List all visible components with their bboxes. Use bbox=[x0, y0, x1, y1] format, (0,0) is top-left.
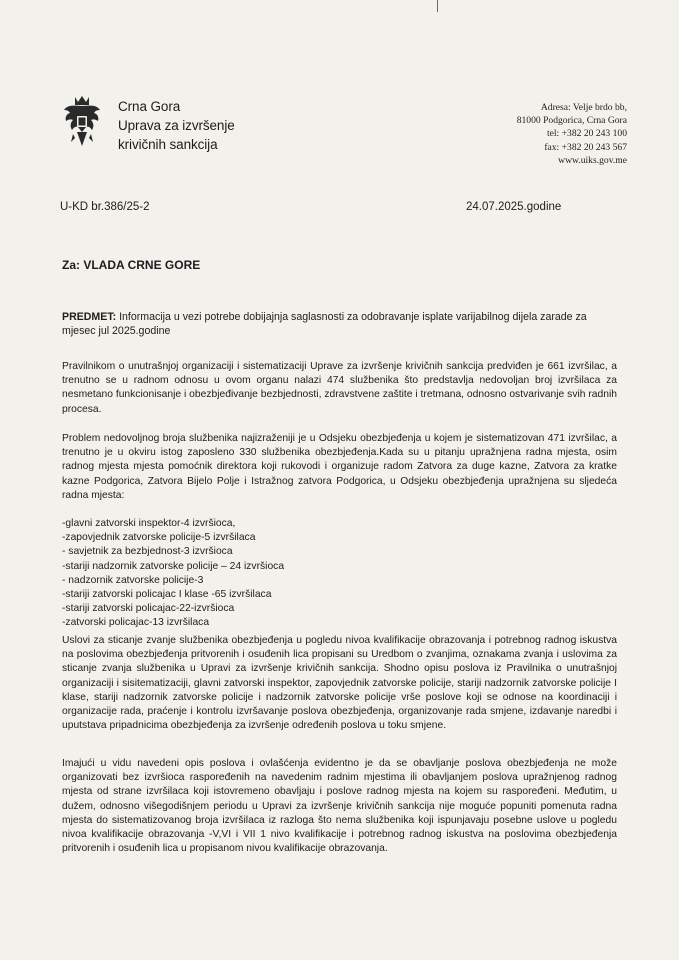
org-line: Crna Gora bbox=[118, 99, 181, 114]
list-item: - nadzornik zatvorske policije-3 bbox=[62, 574, 204, 586]
vacancy-list bbox=[62, 517, 284, 631]
subject bbox=[62, 310, 615, 338]
list-item: - savjetnik za bezbjednost-3 izvršioca bbox=[62, 546, 233, 558]
coat-of-arms-icon bbox=[62, 94, 102, 152]
paragraph-conditions: Uslovi za sticanje zvanje službenika obezbjeđenja u pogledu nivoa kvalifikacije obrazovanja i potrebnog radnog iskustva na poslovima obezbjeđenja pritvorenih i osuđenih lica propisani su Uredbom o zvanjima, oznakama zvanja i uslovima za sticanje zvanja službenika u Upravi za izvršenje krivičnih sankcija. Shodno opisu poslova iz Pravilnika o unutrašnjoj organizaciji i sisitematizaciji, glavni zatvorski inspektor, zapovjednik zatvorske policije, stariji nadzornik zatvorske policije I klase, stariji nadzornik zatvorske policije i nadzornik zatvorske policije vrše poslove koji se odnose na koordinaciji i organizacije rada, praćenje i kontrolu izvršavanje poslova obezbjeđenja, organizovanje rada smjene, izdavanje naredbi i uputstava pripadnicima obezbjeđenja za izvršenje određenih poslova u toku smjene. bbox=[62, 635, 617, 732]
list-item: -glavni zatvorski inspektor-4 izvršioca, bbox=[62, 518, 236, 529]
reference-number: U-KD br.386/25-2 bbox=[60, 201, 150, 213]
org-line: krivičnih sankcija bbox=[118, 137, 218, 152]
list-item: -stariji zatvorski policajac-22-izvršioca bbox=[62, 603, 235, 615]
phone-line: tel: +382 20 243 100 bbox=[546, 128, 627, 140]
list-item: -stariji zatvorski policajac I klase -65 izvršilaca bbox=[62, 589, 272, 601]
list-item: -zatvorski policajac-13 izvršilaca bbox=[62, 617, 210, 629]
city-line: 81000 Podgorica, Crna Gora bbox=[516, 115, 627, 127]
subject-label: PREDMET: bbox=[62, 311, 117, 323]
paragraph-staffing: Pravilnikom o unutrašnjoj organizaciji i sistematizaciji Uprave za izvršenje krivičnih sankcija predviđen je 661 izvršilac, a trenutno se u radnom odnosu u ovom organu nalazi 474 službenika što predstavlja nedovoljan broj izvršilaca za nesmetano funkcionisanje i obezbjeđivanje bezbjednosti, zdravstvene zaštite i tretmana, odnosno ostvarivanje svih radnih procesa. bbox=[62, 361, 617, 415]
scan-mark bbox=[437, 0, 438, 12]
paragraph-security-shortage: Problem nedovoljnog broja službenika najizraženiji je u Odsjeku obezbjeđenja u kojem je sistematizovan 471 izvršilac, a trenutno je u okviru istog zaposleno 330 službenika obezbjeđenja.Kada su u pitanju upražnjena radna mjesta, osim radnog mjesta mjesta pomoćnik direktora koji rukovodi i organizuje radom Zatvora za duge kazne, Zatvora za kratke kazne Podgorica, Zatvora Bijelo Polje i Istražnog zatvora Podgorica, u Odsjeku obezbjeđenja upražnjena su sljedeća radna mjesta: bbox=[62, 433, 617, 501]
recipient bbox=[62, 258, 200, 272]
fax-line: fax: +382 20 243 567 bbox=[544, 141, 627, 153]
address-line: Adresa: Velje brdo bb, bbox=[540, 102, 627, 113]
list-item: -zapovjednik zatvorske policije-5 izvršilaca bbox=[62, 532, 256, 544]
recipient-prefix: Za: bbox=[62, 258, 80, 272]
subject-text: Informacija u vezi potrebe dobijajnja saglasnosti za odobravanje isplate varijabilnog dijela zarade za mjesec jul 2025.godine bbox=[62, 311, 587, 337]
recipient-name: VLADA CRNE GORE bbox=[83, 258, 201, 272]
website-line: www.uiks.gov.me bbox=[558, 154, 627, 166]
document-date: 24.07.2025.godine bbox=[466, 201, 562, 213]
org-line: Uprava za izvršenje bbox=[118, 118, 235, 133]
paragraph-conclusion: Imajući u vidu navedeni opis poslova i ovlašćenja evidentno je da se obavljanje poslova obezbjeđenja ne može organizovati bez izvršioca raspoređenih na navedenim radnim mjestima ili obavljanjem poslova upražnjenog radnog mjesta od strane izvršilaca koji istovremeno obavljaju i poslove radnog mjesta na kojem su raspoređeni. Međutim, u dužem, odnosno višegodišnjem periodu u Upravi za izvršenje krivičnih sankcija nije moguće popuniti pomenuta radna mjesta do sistematizovanog broja izvršilaca iz razloga što nema službenika koji ispunjavaju posebne uslove u pogledu nivoa kvalifikacije obrazovanja -V,VI i VII 1 nivo kvalifikacije i potrebnog radnog iskustva na poslovima obezbjeđenja pritvorenih i osuđenih lica u propisanom nivou kvalifikacije obrazovanja. bbox=[62, 758, 617, 855]
contact-block bbox=[455, 101, 627, 167]
list-item: -stariji nadzornik zatvorske policije – 24 izvršioca bbox=[62, 560, 285, 572]
organization-name bbox=[118, 97, 235, 154]
